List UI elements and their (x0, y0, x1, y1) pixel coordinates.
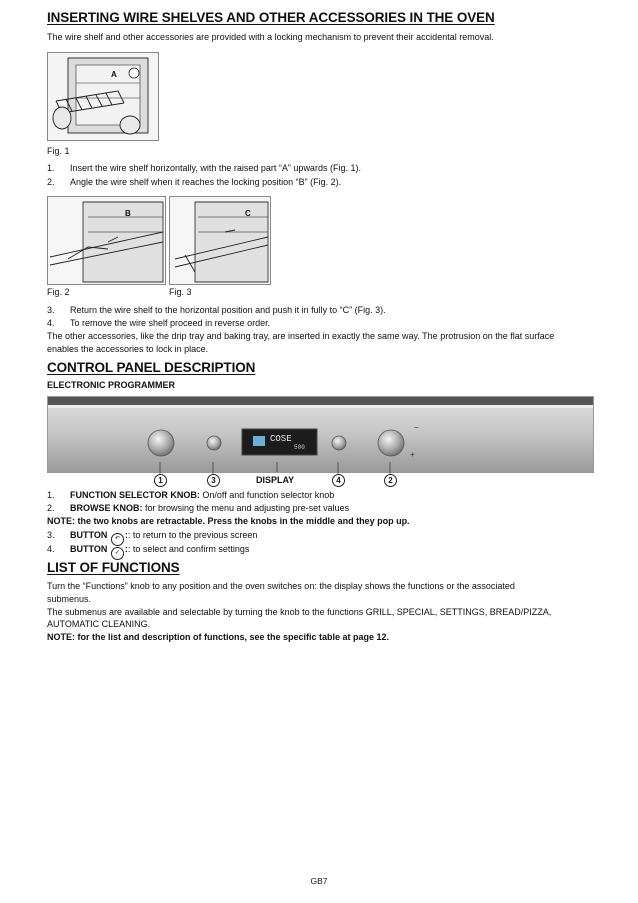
section-title-accessories: INSERTING WIRE SHELVES AND OTHER ACCESSORIES IN THE OVEN (47, 10, 495, 25)
page-footer-code: GB7 (310, 876, 328, 886)
back-arrow-icon: ↶ (111, 533, 124, 546)
control-item-2: 2. BROWSE KNOB: for browsing the menu and adjusting pre-set values (47, 503, 350, 513)
wire-shelf-push-in-illustration (170, 197, 270, 284)
callout-leader-lines (47, 462, 592, 488)
control-item-4: 4. BUTTON ✓ :: to select and confirm settings (47, 544, 249, 560)
control-panel-graphic (48, 397, 593, 472)
functions-note: NOTE: for the list and description of functions, see the specific table at page 12. (47, 632, 390, 642)
step-4: 4. To remove the wire shelf proceed in reverse order. (47, 318, 271, 328)
svg-text:+: + (410, 450, 415, 459)
display-readout-temp: 500 (294, 444, 305, 451)
functions-para-2-line-2: AUTOMATIC CLEANING. (47, 619, 151, 629)
fig2-caption: Fig. 2 (47, 287, 70, 297)
fig1-label-a: A (111, 70, 117, 79)
fig3-label-c: C (245, 209, 251, 218)
display-readout-main: COSE (270, 434, 292, 444)
check-icon: ✓ (111, 547, 124, 560)
intro-text: The wire shelf and other accessories are provided with a locking mechanism to prevent their accidental removal. (47, 32, 494, 42)
section-title-functions: LIST OF FUNCTIONS (47, 560, 180, 575)
callout-4: 4 (332, 474, 345, 487)
wire-shelf-angle-illustration (48, 197, 165, 284)
figure-2 (47, 196, 166, 285)
control-item-3: 3. BUTTON ↶ :: to return to the previous screen (47, 530, 257, 546)
knob-retract-note: NOTE: the two knobs are retractable. Press the knobs in the middle and they pop up. (47, 516, 410, 526)
callout-3: 3 (207, 474, 220, 487)
figure-3 (169, 196, 271, 285)
fig2-label-b: B (125, 209, 131, 218)
display-callout-label: DISPLAY (256, 475, 295, 485)
svg-text:−: − (414, 423, 419, 432)
fig3-caption: Fig. 3 (169, 287, 192, 297)
step-1: 1. Insert the wire shelf horizontally, with the raised part “A” upwards (Fig. 1). (47, 163, 361, 173)
callout-1: 1 (154, 474, 167, 487)
section-title-control-panel: CONTROL PANEL DESCRIPTION (47, 360, 256, 375)
step-2: 2. Angle the wire shelf when it reaches the locking position “B” (Fig. 2). (47, 177, 342, 187)
functions-para-1-line-2: submenus. (47, 594, 92, 604)
functions-para-1-line-1: Turn the “Functions” knob to any position and the oven switches on: the display shows the functions or the associated (47, 581, 515, 591)
callout-2: 2 (384, 474, 397, 487)
step-3: 3. Return the wire shelf to the horizontal position and push it in fully to “C” (Fig. 3). (47, 305, 386, 315)
section-subtitle-programmer: ELECTRONIC PROGRAMMER (47, 380, 175, 390)
figure-1 (47, 52, 159, 141)
outro-line-1: The other accessories, like the drip tray and baking tray, are inserted in exactly the same way. The protrusion on the flat surface (47, 331, 555, 341)
functions-para-2-line-1: The submenus are available and selectable by turning the knob to the functions GRILL, SPECIAL, SETTINGS, BREAD/PIZZA, (47, 607, 552, 617)
control-item-1: 1. FUNCTION SELECTOR KNOB: On/off and function selector knob (47, 490, 335, 500)
oven-wire-shelf-insert-illustration (48, 53, 158, 140)
outro-line-2: enables the accessories to lock in place. (47, 344, 209, 354)
fig1-caption: Fig. 1 (47, 146, 70, 156)
